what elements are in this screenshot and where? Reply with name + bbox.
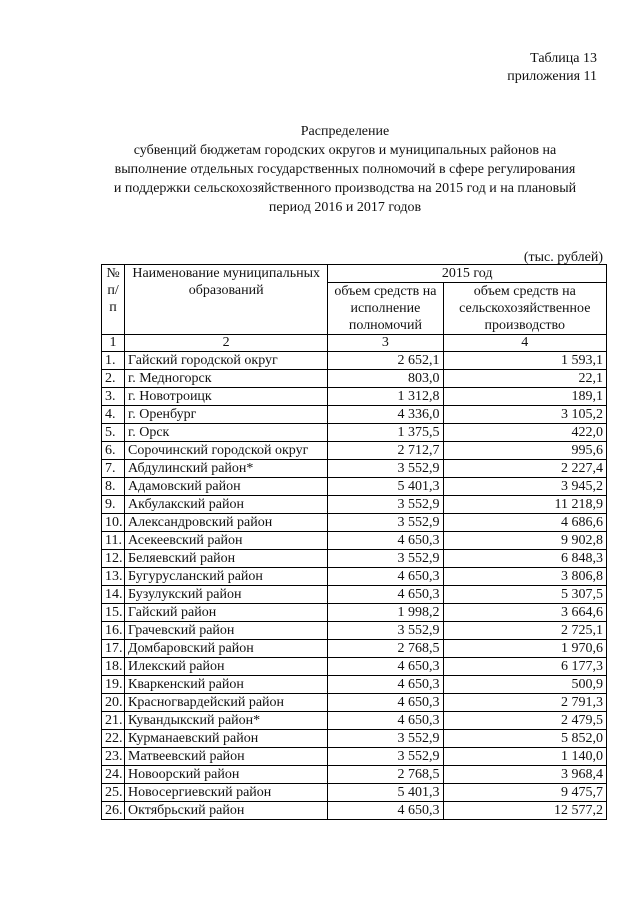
row-number: 4. — [102, 406, 125, 424]
agriculture-amount: 1 970,6 — [443, 640, 606, 658]
agriculture-amount: 4 686,6 — [443, 514, 606, 532]
municipality-name: Кваркенский район — [125, 676, 328, 694]
table-row — [102, 568, 607, 586]
table-row — [102, 640, 607, 658]
agriculture-amount: 5 852,0 — [443, 730, 606, 748]
index-cell: 1 — [102, 335, 125, 352]
municipality-name: Октябрьский район — [125, 802, 328, 820]
table-row — [102, 496, 607, 514]
index-cell: 4 — [443, 335, 606, 352]
title-heading: Распределение — [300, 124, 390, 139]
agriculture-amount: 6 177,3 — [443, 658, 606, 676]
title-line-4: период 2016 и 2017 годов — [268, 200, 422, 215]
authority-amount: 3 552,9 — [328, 730, 443, 748]
agriculture-amount: 1 140,0 — [443, 748, 606, 766]
agriculture-amount: 3 105,2 — [443, 406, 606, 424]
authority-amount: 4 650,3 — [328, 676, 443, 694]
table-row — [102, 352, 607, 370]
agriculture-amount: 3 945,2 — [443, 478, 606, 496]
municipality-name: Новосергиевский район — [125, 784, 328, 802]
authority-amount: 4 650,3 — [328, 568, 443, 586]
header-year: 2015 год — [328, 265, 607, 283]
title-line-3: и поддержки сельскохозяйственного производства на 2015 год и на плановый — [113, 181, 577, 196]
municipality-name: Акбулакский район — [125, 496, 328, 514]
agriculture-amount: 189,1 — [443, 388, 606, 406]
title-line-2: выполнение отдельных государственных полномочий в сфере регулирования — [114, 162, 576, 177]
municipality-name: Кувандыкский район* — [125, 712, 328, 730]
header-col4: объем средств на сельскохозяйственное производство — [443, 283, 606, 335]
row-number: 25. — [102, 784, 125, 802]
authority-amount: 3 552,9 — [328, 748, 443, 766]
units-label: (тыс. рублей) — [523, 250, 603, 265]
table-row — [102, 370, 607, 388]
agriculture-amount: 22,1 — [443, 370, 606, 388]
table-row — [102, 784, 607, 802]
table-row — [102, 442, 607, 460]
agriculture-amount: 500,9 — [443, 676, 606, 694]
header-number: № п/п — [102, 265, 125, 335]
authority-amount: 3 552,9 — [328, 622, 443, 640]
municipality-name: Матвеевский район — [125, 748, 328, 766]
row-number: 14. — [102, 586, 125, 604]
municipality-name: г. Орск — [125, 424, 328, 442]
row-number: 21. — [102, 712, 125, 730]
row-number: 15. — [102, 604, 125, 622]
table-row — [102, 802, 607, 820]
index-cell: 3 — [328, 335, 443, 352]
row-number: 5. — [102, 424, 125, 442]
header-col3: объем средств на исполнение полномочий — [328, 283, 443, 335]
row-number: 23. — [102, 748, 125, 766]
row-number: 11. — [102, 532, 125, 550]
table-row — [102, 766, 607, 784]
authority-amount: 2 712,7 — [328, 442, 443, 460]
header-name: Наименование муниципальных образований — [125, 265, 328, 335]
row-number: 26. — [102, 802, 125, 820]
municipality-name: Красногвардейский район — [125, 694, 328, 712]
municipality-name: Новоорский район — [125, 766, 328, 784]
authority-amount: 803,0 — [328, 370, 443, 388]
agriculture-amount: 12 577,2 — [443, 802, 606, 820]
table-row — [102, 514, 607, 532]
table-row — [102, 694, 607, 712]
authority-amount: 3 552,9 — [328, 496, 443, 514]
authority-amount: 5 401,3 — [328, 478, 443, 496]
municipality-name: Гайский район — [125, 604, 328, 622]
agriculture-amount: 2 791,3 — [443, 694, 606, 712]
municipality-name: г. Новотроицк — [125, 388, 328, 406]
row-number: 13. — [102, 568, 125, 586]
table-row — [102, 730, 607, 748]
authority-amount: 5 401,3 — [328, 784, 443, 802]
authority-amount: 3 552,9 — [328, 460, 443, 478]
agriculture-amount: 5 307,5 — [443, 586, 606, 604]
table-row — [102, 460, 607, 478]
municipality-name: Адамовский район — [125, 478, 328, 496]
authority-amount: 2 652,1 — [328, 352, 443, 370]
row-number: 22. — [102, 730, 125, 748]
authority-amount: 3 552,9 — [328, 550, 443, 568]
table-row — [102, 424, 607, 442]
row-number: 9. — [102, 496, 125, 514]
index-cell: 2 — [125, 335, 328, 352]
title-line-1: субвенций бюджетам городских округов и муниципальных районов на — [133, 143, 557, 158]
appendix-number: приложения 11 — [507, 69, 597, 84]
table-row — [102, 586, 607, 604]
authority-amount: 3 552,9 — [328, 514, 443, 532]
municipality-name: Сорочинский городской округ — [125, 442, 328, 460]
municipality-name: Александровский район — [125, 514, 328, 532]
row-number: 7. — [102, 460, 125, 478]
municipality-name: Бузулукский район — [125, 586, 328, 604]
authority-amount: 4 650,3 — [328, 532, 443, 550]
table-row — [102, 478, 607, 496]
municipality-name: Асекеевский район — [125, 532, 328, 550]
row-number: 19. — [102, 676, 125, 694]
row-number: 20. — [102, 694, 125, 712]
agriculture-amount: 422,0 — [443, 424, 606, 442]
table-row — [102, 658, 607, 676]
row-number: 8. — [102, 478, 125, 496]
subsidy-table — [101, 264, 607, 820]
row-number: 24. — [102, 766, 125, 784]
municipality-name: Домбаровский район — [125, 640, 328, 658]
municipality-name: Курманаевский район — [125, 730, 328, 748]
row-number: 16. — [102, 622, 125, 640]
agriculture-amount: 3 968,4 — [443, 766, 606, 784]
agriculture-amount: 3 806,8 — [443, 568, 606, 586]
table-row — [102, 532, 607, 550]
municipality-name: Илекский район — [125, 658, 328, 676]
authority-amount: 4 650,3 — [328, 712, 443, 730]
table-row — [102, 406, 607, 424]
authority-amount: 2 768,5 — [328, 766, 443, 784]
row-number: 12. — [102, 550, 125, 568]
municipality-name: Грачевский район — [125, 622, 328, 640]
row-number: 3. — [102, 388, 125, 406]
row-number: 6. — [102, 442, 125, 460]
row-number: 17. — [102, 640, 125, 658]
authority-amount: 2 768,5 — [328, 640, 443, 658]
municipality-name: г. Оренбург — [125, 406, 328, 424]
agriculture-amount: 3 664,6 — [443, 604, 606, 622]
municipality-name: Бугурусланский район — [125, 568, 328, 586]
table-row — [102, 622, 607, 640]
authority-amount: 4 650,3 — [328, 694, 443, 712]
table-row — [102, 550, 607, 568]
municipality-name: г. Медногорск — [125, 370, 328, 388]
table-number: Таблица 13 — [530, 51, 597, 66]
authority-amount: 4 650,3 — [328, 658, 443, 676]
table-row — [102, 676, 607, 694]
table-row — [102, 712, 607, 730]
agriculture-amount: 2 479,5 — [443, 712, 606, 730]
agriculture-amount: 2 725,1 — [443, 622, 606, 640]
agriculture-amount: 2 227,4 — [443, 460, 606, 478]
authority-amount: 4 336,0 — [328, 406, 443, 424]
agriculture-amount: 995,6 — [443, 442, 606, 460]
table-row — [102, 388, 607, 406]
authority-amount: 4 650,3 — [328, 802, 443, 820]
row-number: 10. — [102, 514, 125, 532]
column-index-row — [102, 335, 607, 352]
agriculture-amount: 6 848,3 — [443, 550, 606, 568]
municipality-name: Беляевский район — [125, 550, 328, 568]
authority-amount: 1 998,2 — [328, 604, 443, 622]
table-reference — [507, 50, 597, 86]
agriculture-amount: 9 902,8 — [443, 532, 606, 550]
document-title — [70, 122, 620, 217]
agriculture-amount: 1 593,1 — [443, 352, 606, 370]
municipality-name: Гайский городской округ — [125, 352, 328, 370]
authority-amount: 4 650,3 — [328, 586, 443, 604]
agriculture-amount: 9 475,7 — [443, 784, 606, 802]
authority-amount: 1 375,5 — [328, 424, 443, 442]
table-row — [102, 748, 607, 766]
row-number: 1. — [102, 352, 125, 370]
municipality-name: Абдулинский район* — [125, 460, 328, 478]
agriculture-amount: 11 218,9 — [443, 496, 606, 514]
row-number: 2. — [102, 370, 125, 388]
row-number: 18. — [102, 658, 125, 676]
authority-amount: 1 312,8 — [328, 388, 443, 406]
table-row — [102, 604, 607, 622]
